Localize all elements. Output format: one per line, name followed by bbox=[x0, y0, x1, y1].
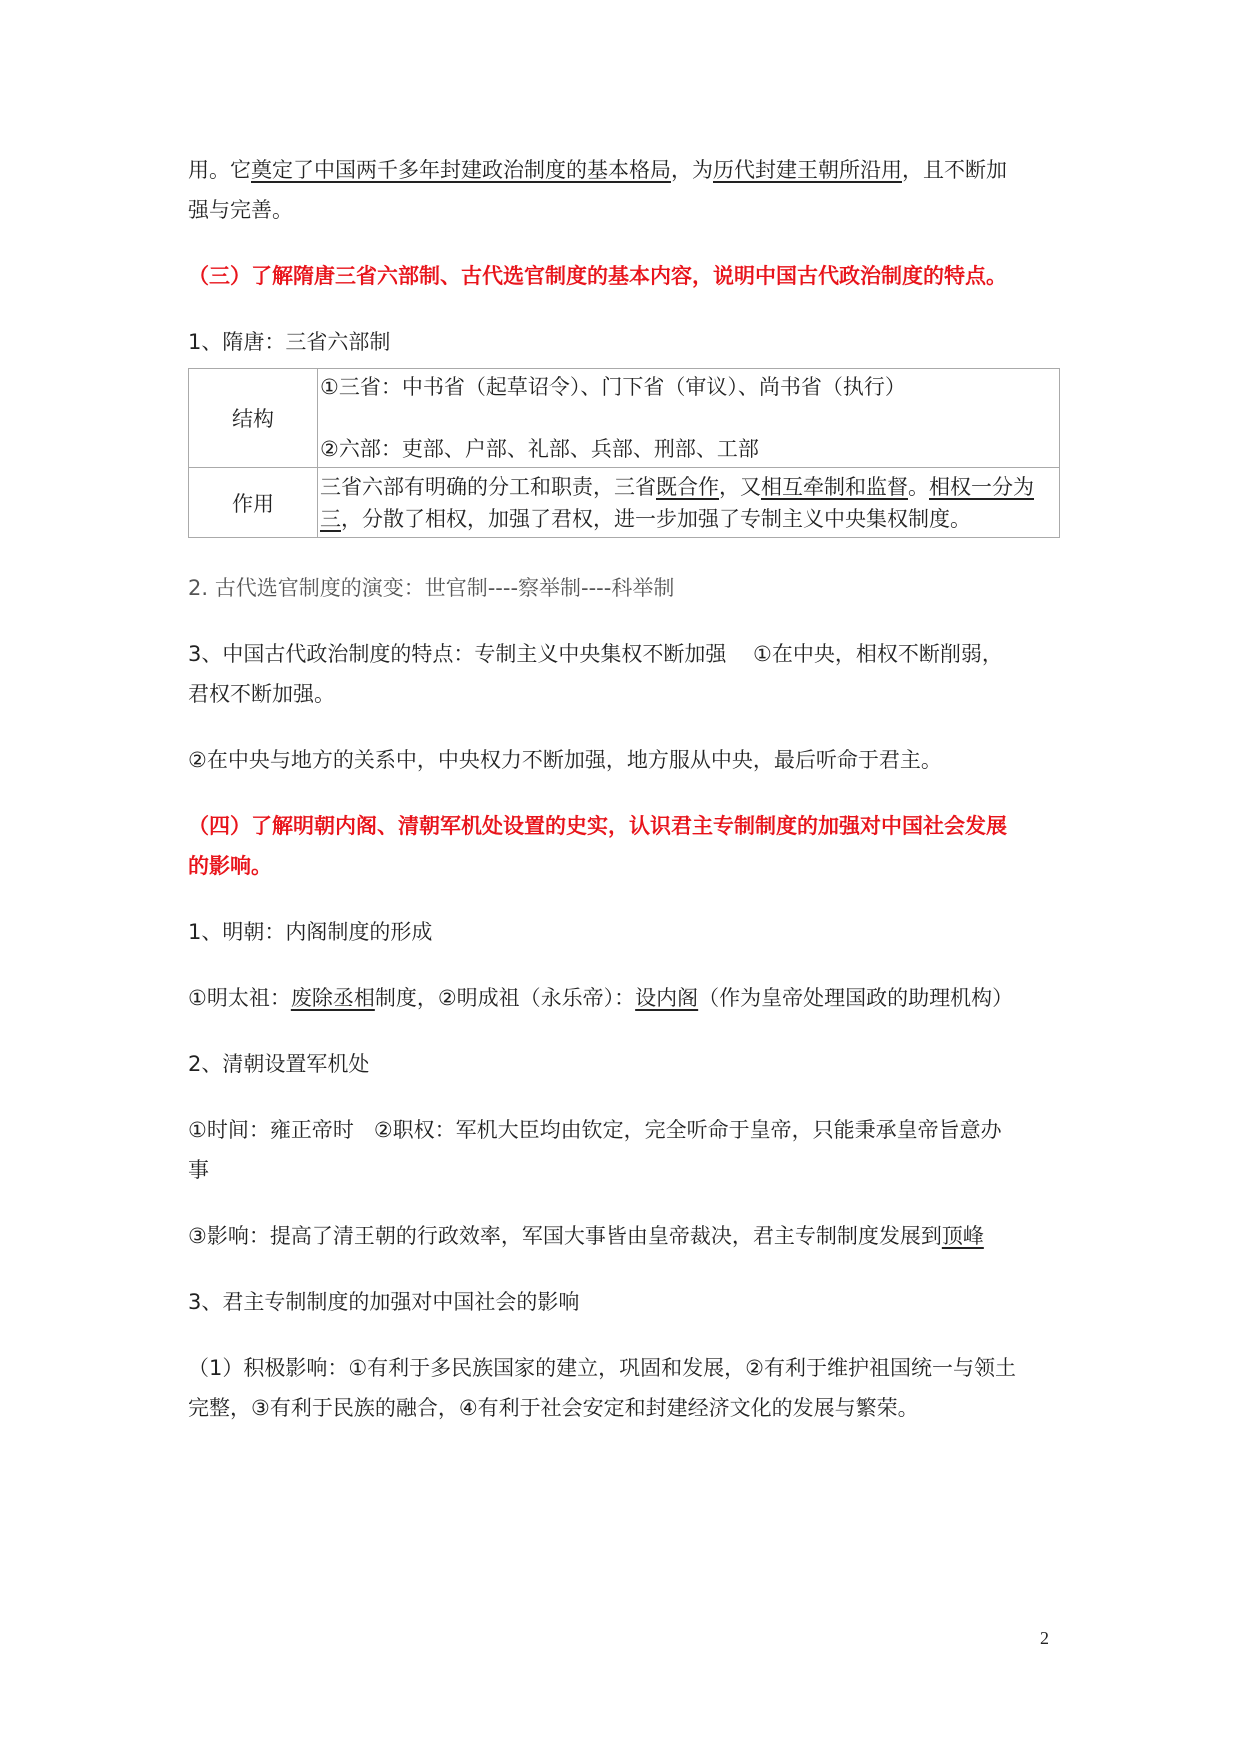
section-4-heading-line-1: （四）了解明朝内阁、清朝军机处设置的史实，认识君主专制制度的加强对中国社会发展 bbox=[188, 814, 1007, 838]
text-span: （作为皇帝处理国政的助理机构） bbox=[698, 986, 1014, 1010]
underlined-text: 既合作 bbox=[656, 474, 719, 499]
text-span: ③影响：提高了清王朝的行政效率，军国大事皆由皇帝裁决，君主专制制度发展到 bbox=[188, 1224, 942, 1248]
spacer bbox=[188, 1256, 1060, 1282]
section-3-item-3-line-2: 君权不断加强。 bbox=[188, 682, 335, 706]
section-4-item-3-title: 3、君主专制制度的加强对中国社会的影响 bbox=[188, 1290, 580, 1314]
spacer bbox=[188, 1190, 1060, 1216]
section-3-item-2: 2. 古代选官制度的演变：世官制----察举制----科举制 bbox=[188, 576, 675, 600]
intro-line-1 bbox=[188, 150, 1060, 190]
table-row-label: 结构 bbox=[189, 369, 318, 468]
spacer bbox=[320, 403, 1057, 433]
underlined-text: 历代封建王朝所沿用 bbox=[713, 158, 902, 182]
underlined-text: 设内阁 bbox=[635, 986, 699, 1010]
spacer bbox=[188, 296, 1060, 322]
three-departments-table bbox=[188, 368, 1060, 538]
spacer bbox=[188, 1084, 1060, 1110]
table-cell-line: ②六部：吏部、户部、礼部、兵部、刑部、工部 bbox=[320, 437, 759, 461]
text-span: ，且不断加 bbox=[902, 158, 1007, 182]
spacer bbox=[188, 886, 1060, 912]
underlined-text: 奠定了中国两千多年封建政治制度的基本格局 bbox=[251, 158, 671, 182]
section-4-item-2-line-2: 事 bbox=[188, 1158, 209, 1182]
section-4-item-2-line-3 bbox=[188, 1216, 1060, 1256]
section-3-heading: （三）了解隋唐三省六部制、古代选官制度的基本内容，说明中国古代政治制度的特点。 bbox=[188, 264, 1007, 288]
text-span: ①明太祖： bbox=[188, 986, 291, 1010]
table-row-label: 作用 bbox=[189, 468, 318, 538]
spacer bbox=[188, 1322, 1060, 1348]
section-4-item-3-line-1: （1）积极影响：①有利于多民族国家的建立，巩固和发展，②有利于维护祖国统一与领土 bbox=[188, 1356, 1017, 1380]
section-4-item-1-line bbox=[188, 978, 1060, 1018]
spacer bbox=[188, 714, 1060, 740]
section-3-item-3-line-1: 3、中国古代政治制度的特点：专制主义中央集权不断加强 ①在中央，相权不断削弱， bbox=[188, 642, 1003, 666]
section-4-item-1-title: 1、明朝：内阁制度的形成 bbox=[188, 920, 433, 944]
section-4-item-3-line-2: 完整，③有利于民族的融合，④有利于社会安定和封建经济文化的发展与繁荣。 bbox=[188, 1396, 919, 1420]
text-span: ，为 bbox=[671, 158, 713, 182]
document-page bbox=[188, 150, 1060, 1428]
spacer bbox=[188, 952, 1060, 978]
table-row bbox=[189, 369, 1060, 468]
section-4-item-2-line-1: ①时间：雍正帝时 ②职权：军机大臣均由钦定，完全听命于皇帝，只能秉承皇帝旨意办 bbox=[188, 1118, 1002, 1142]
text-span: ，又 bbox=[719, 474, 761, 499]
text-span: ，分散了相权，加强了君权，进一步加强了专制主义中央集权制度。 bbox=[341, 506, 971, 531]
intro-line-2: 强与完善。 bbox=[188, 198, 293, 222]
spacer bbox=[188, 230, 1060, 256]
underlined-text: 相权一分为三 bbox=[320, 474, 1034, 531]
table-cell-line: ①三省：中书省（起草诏令）、门下省（审议）、尚书省（执行） bbox=[320, 375, 906, 399]
table-cell bbox=[318, 369, 1060, 468]
text-span: 用。它 bbox=[188, 158, 251, 182]
spacer bbox=[188, 608, 1060, 634]
table-row bbox=[189, 468, 1060, 538]
spacer bbox=[188, 1018, 1060, 1044]
text-span: 制度，②明成祖（永乐帝）： bbox=[374, 986, 636, 1010]
spacer bbox=[188, 538, 1060, 568]
table-cell bbox=[318, 468, 1060, 538]
underlined-text: 废除丞相 bbox=[290, 986, 375, 1010]
underlined-text: 相互牵制和监督 bbox=[761, 474, 908, 499]
text-span: 。 bbox=[908, 474, 929, 499]
spacer bbox=[188, 780, 1060, 806]
underlined-text: 顶峰 bbox=[941, 1224, 984, 1248]
page-number: 2 bbox=[1040, 1628, 1049, 1648]
section-4-heading-line-2: 的影响。 bbox=[188, 854, 272, 878]
section-3-item-1-title: 1、隋唐：三省六部制 bbox=[188, 330, 391, 354]
section-4-item-2-title: 2、清朝设置军机处 bbox=[188, 1052, 370, 1076]
section-3-item-3-line-3: ②在中央与地方的关系中，中央权力不断加强，地方服从中央，最后听命于君主。 bbox=[188, 748, 942, 772]
text-span: 三省六部有明确的分工和职责，三省 bbox=[320, 474, 656, 499]
